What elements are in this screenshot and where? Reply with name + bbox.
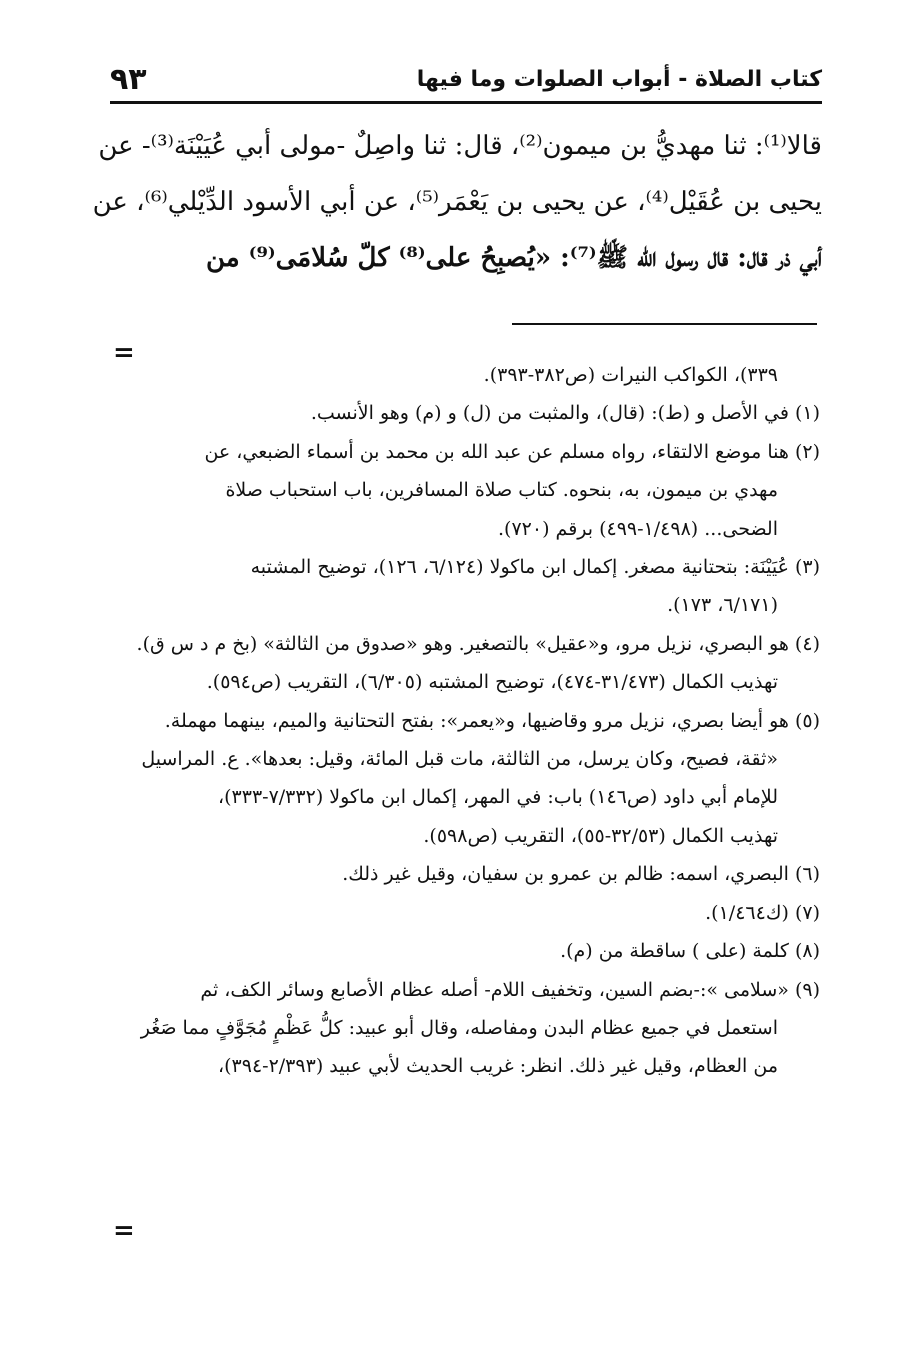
footnote-separator xyxy=(512,323,817,325)
footnote-line: استعمل في جميع عظام البدن ومفاصله، وقال أبو عبيد: كلُّ عَظْمٍ مُجَوَّفٍ مما صَغُر xyxy=(140,1016,778,1039)
footnote-line: تهذيب الكمال (٣٢/٥٣-٥٥)، التقريب (ص٥٩٨). xyxy=(423,824,778,847)
footnotes xyxy=(106,356,820,1086)
footnote-line: (٤) هو البصري، نزيل مرو، و«عقيل» بالتصغير. وهو «صدوق من الثالثة» (بخ م د س ق). xyxy=(136,632,820,655)
footnote-line: ٣٣٩)، الكواكب النيرات (ص٣٨٢-٣٩٣). xyxy=(483,364,778,386)
footnote-line: «ثقة، فصيح، وكان يرسل، من الثالثة، مات قبل المائة، وقيل: بعدها». ع. المراسيل xyxy=(141,748,778,771)
footnote-line: (٨) كلمة (على ) ساقطة من (م). xyxy=(560,940,820,963)
main-text-line: يحيى بن عُقَيْل⁽⁴⁾، عن يحيى بن يَعْمَر⁽⁵⁾، عن أبي الأسود الدِّيْلي⁽⁶⁾، عن xyxy=(92,187,822,217)
running-title: كتاب الصلاة - أبواب الصلوات وما فيها xyxy=(416,67,822,92)
page-number: ٩٣ xyxy=(110,62,147,97)
header-rule xyxy=(110,101,822,104)
continuation-mark-top: = xyxy=(113,338,135,368)
footnote-line: (٥) هو أيضا بصري، نزيل مرو وقاضيها، و«يعمر»: بفتح التحتانية والميم، بينهما مهملة. xyxy=(164,709,820,732)
main-text xyxy=(92,118,822,286)
main-text-line: أبي ذر قال: قال رسول الله ﷺ⁽⁷⁾: «يُصبِحُ على⁽⁸⁾ كلّ سُلامَى⁽⁹⁾ من xyxy=(205,243,822,273)
footnote-line: (٦) البصري، اسمه: ظالم بن عمرو بن سفيان، وقيل غير ذلك. xyxy=(342,863,820,886)
footnote-line: من العظام، وقيل غير ذلك. انظر: غريب الحديث لأبي عبيد (٢/٣٩٣-٣٩٤)، xyxy=(217,1055,778,1078)
footnote-line: (٦/١٧١، ١٧٣). xyxy=(667,594,778,617)
footnote-line: الضحى... (١/٤٩٨-٤٩٩) برقم (٧٢٠). xyxy=(498,517,778,540)
footnote-line: (٧) (ك١/٤٦٤). xyxy=(705,901,820,924)
footnote-line: (٣) عُيَيْنَة: بتحتانية مصغر. إكمال ابن ماكولا (٦/١٢٤، ١٢٦)، توضيح المشتبه xyxy=(250,556,820,579)
footnote-line: (٢) هنا موضع الالتقاء، رواه مسلم عن عبد الله بن محمد بن أسماء الضبعي، عن xyxy=(204,440,820,463)
continuation-mark-bottom: = xyxy=(113,1216,135,1246)
footnote-line: (١) في الأصل و (ط): (قال)، والمثبت من (ل) و (م) وهو الأنسب. xyxy=(310,402,820,425)
footnote-line: مهدي بن ميمون، به، بنحوه. كتاب صلاة المسافرين، باب استحباب صلاة xyxy=(225,479,778,502)
footnote-line: تهذيب الكمال (٣١/٤٧٣-٤٧٤)، توضيح المشتبه (٦/٣٠٥)، التقريب (ص٥٩٤). xyxy=(206,671,778,694)
footnote-line: للإمام أبي داود (ص١٤٦) باب: في المهر، إكمال ابن ماكولا (٧/٣٣٢-٣٣٣)، xyxy=(217,786,778,809)
footnote-line: (٩) «سلامى »:-بضم السين، وتخفيف اللام- أصله عظام الأصابع وسائر الكف، ثم xyxy=(200,978,820,1001)
page-header xyxy=(110,62,822,102)
main-text-line: قالا⁽¹⁾: ثنا مهديُّ بن ميمون⁽²⁾، قال: ثنا واصِلٌ -مولى أبي عُيَيْنَة⁽³⁾- عن xyxy=(98,131,822,161)
